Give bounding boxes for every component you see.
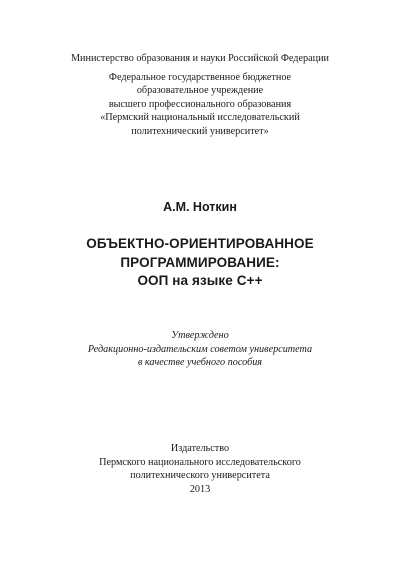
header-block xyxy=(0,52,400,138)
institution-line: Федеральное государственное бюджетное xyxy=(108,71,292,83)
ministry-line: Министерство образования и науки Российской Федерации xyxy=(70,53,329,64)
approval-block xyxy=(0,329,400,370)
institution-line: «Пермский национальный исследовательский xyxy=(100,112,300,123)
institution-line: политехнический университет» xyxy=(131,125,269,137)
approval-line: Редакционно-издательским советом университета xyxy=(87,343,313,355)
title-line: ООП на языке С++ xyxy=(137,273,263,288)
institution-line: образовательное учреждение xyxy=(136,85,264,96)
publication-year: 2013 xyxy=(189,483,211,495)
publisher-line: Пермского национального исследовательского xyxy=(99,456,301,468)
author-name: А.М. Ноткин xyxy=(163,200,237,214)
title-line: ОБЪЕКТНО-ОРИЕНТИРОВАННОЕ xyxy=(86,236,314,251)
publisher-line: политехнического университета xyxy=(130,470,270,482)
title-line: ПРОГРАММИРОВАНИЕ: xyxy=(120,254,280,270)
book-title xyxy=(0,235,400,291)
publisher-block xyxy=(0,442,400,496)
publisher-line: Издательство xyxy=(170,443,230,454)
institution-line: высшего профессионального образования xyxy=(108,98,292,110)
approval-line: в качестве учебного пособия xyxy=(137,357,263,369)
approval-line: Утверждено xyxy=(171,330,229,341)
